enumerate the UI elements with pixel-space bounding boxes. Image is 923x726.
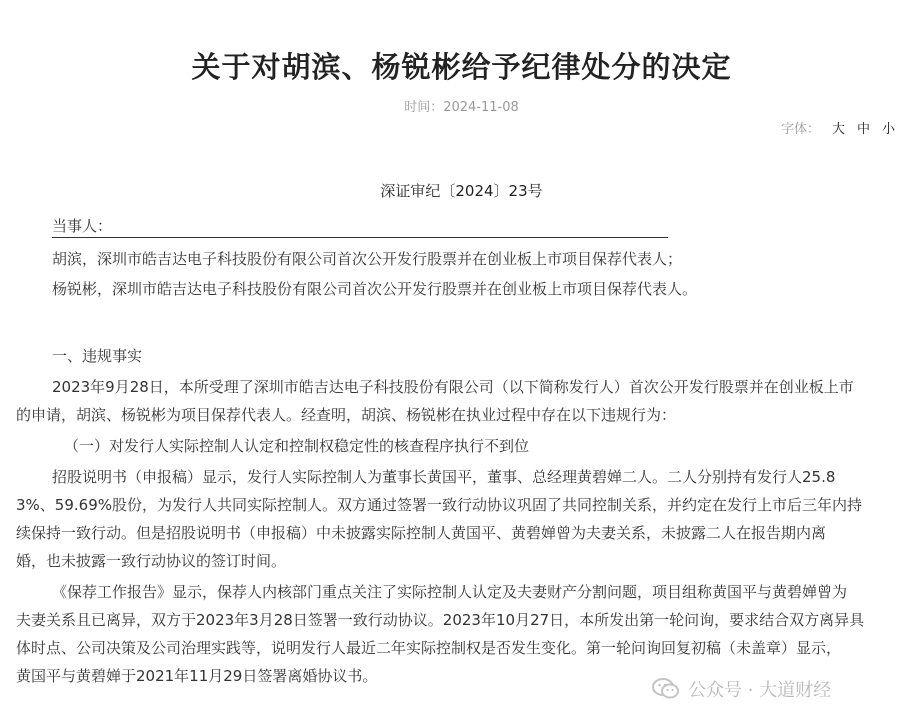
party-item: 胡滨，深圳市皓吉达电子科技股份有限公司首次公开发行股票并在创业板上市项目保荐代表人； [52,250,683,268]
paragraph-line: 3%、59.69%股份，为发行人共同实际控制人。双方通过签署一致行动协议巩固了共同控制关系，并约定在发行上市后三年内持 [16,496,862,514]
publish-time [0,96,923,115]
paragraph-line: 婚，也未披露一致行动协议的签订时间。 [16,552,287,570]
paragraph-line: 的申请，胡滨、杨锐彬为项目保荐代表人。经查明，胡滨、杨锐彬在执业过程中存在以下违规行为： [16,406,677,424]
party-label: 当事人： [52,215,668,238]
paragraph-line: 黄国平与黄碧婵于2021年11月29日签署离婚协议书。 [16,667,378,685]
party-item: 杨锐彬，深圳市皓吉达电子科技股份有限公司首次公开发行股票并在创业板上市项目保荐代表人。 [52,280,698,298]
document-number: 深证审纪〔2024〕23号 [380,182,543,200]
paragraph-line: 《保荐工作报告》显示，保荐人内核部门重点关注了实际控制人认定及夫妻财产分割问题，项目组称黄国平与黄碧婵曾为 [52,583,848,601]
wechat-icon [652,677,680,701]
section-heading: 一、违规事实 [52,347,143,365]
paragraph-line: 体时点、公司决策及公司治理实践等，说明发行人最近二年实际控制权是否发生变化。第一轮问询回复初稿（未盖章）显示， [16,639,842,657]
font-size-large[interactable]: 大 [831,122,845,137]
watermark-text: 公众号 · 大道财经 [688,680,832,701]
article-title: 关于对胡滨、杨锐彬给予纪律处分的决定 [191,50,732,85]
paragraph-1 [16,373,904,429]
article-body [16,213,904,690]
font-size-label: 字体： [780,122,820,137]
subheading: （一）对发行人实际控制人认定和控制权稳定性的核查程序执行不到位 [64,437,530,455]
paragraph-3 [16,578,904,690]
watermark [652,676,831,702]
paragraph-line: 续保持一致行动。但是招股说明书（申报稿）中未披露实际控制人黄国平、黄碧婵曾为夫妻关系，未披露二人在报告期内离 [16,524,827,542]
time-value: 2024-11-08 [443,100,519,115]
paragraph-line: 2023年9月28日，本所受理了深圳市皓吉达电子科技股份有限公司（以下简称发行人）首次公开发行股票并在创业板上市 [52,378,854,396]
time-label: 时间： [404,100,444,115]
font-size-small[interactable]: 小 [881,122,895,137]
paragraph-2 [16,463,904,575]
paragraph-line: 夫妻关系且已离异，双方于2023年3月28日签署一致行动协议。2023年10月27日，本所发出第一轮问询，要求结合双方离异具 [16,611,865,629]
font-size-switcher [781,118,895,137]
font-size-medium[interactable]: 中 [856,122,870,137]
paragraph-line: 招股说明书（申报稿）显示，发行人实际控制人为董事长黄国平，董事、总经理黄碧婵二人。二人分别持有发行人25.8 [52,468,836,486]
